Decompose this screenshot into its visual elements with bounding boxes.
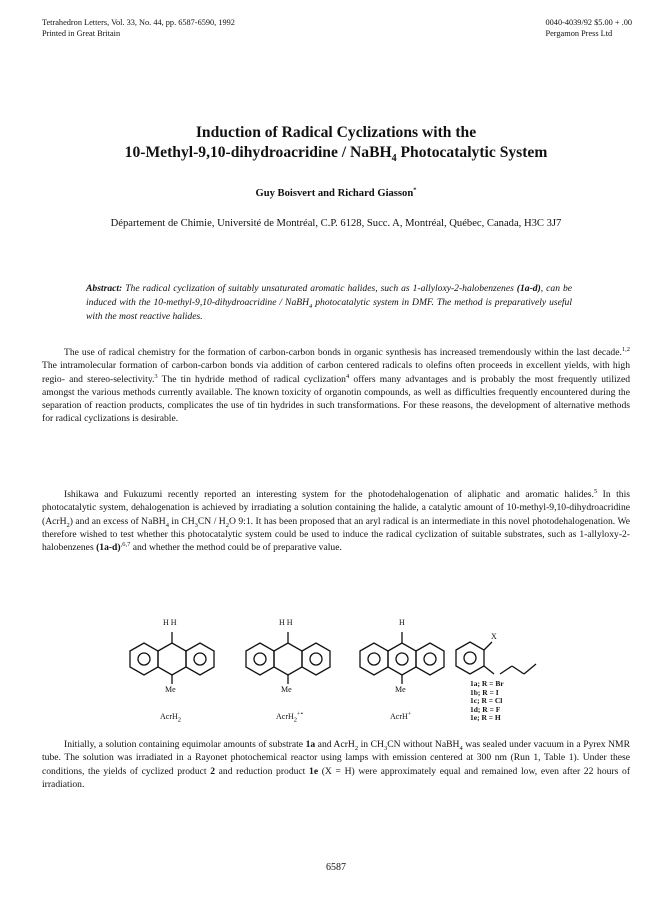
- title-text: 10-Methyl-9,10-dihydroacridine / NaBH: [124, 144, 392, 161]
- text: and reduction product: [215, 765, 310, 777]
- text: Initially, a solution containing equimolar amounts of substrate: [64, 739, 306, 750]
- subscript: 3: [383, 744, 388, 752]
- structure-label: [390, 712, 411, 721]
- authors: [0, 188, 672, 199]
- journal-citation: [42, 17, 235, 39]
- printed-line: Printed in Great Britain: [42, 29, 121, 38]
- halogen-label: X: [491, 632, 497, 641]
- compound-ref: (1a-d): [516, 283, 541, 294]
- paper-title: [0, 123, 672, 163]
- superscript: +•: [297, 710, 303, 718]
- subscript: 2: [177, 716, 182, 724]
- label-text: AcrH: [390, 712, 408, 721]
- subscript: 2: [66, 521, 70, 529]
- compound-ref: 1a: [305, 739, 316, 750]
- compound-ref: (1a-d): [96, 542, 121, 554]
- label-text: AcrH: [276, 712, 294, 721]
- structure-label: [160, 712, 182, 724]
- legend-entry: 1b; R = I: [470, 687, 499, 697]
- subscript: 4: [459, 744, 463, 752]
- hydrogen-label: H H: [279, 618, 293, 627]
- paragraph-2: [42, 488, 630, 554]
- text: in CH: [358, 739, 384, 750]
- subscript: 2: [354, 744, 359, 752]
- text: The use of radical chemistry for the formation of carbon-carbon bonds in organic synthesis has increased tremendously within the last decade.: [64, 347, 622, 358]
- text: and AcrH: [315, 739, 355, 750]
- legend-entry: 1c; R = Cl: [470, 696, 503, 705]
- title-line-2: [0, 143, 672, 163]
- text: The intramolecular formation of carbon-carbon bonds via addition of carbon centered radicals to olefins often proceeds in excellent yields, with high regio- and stereo-selectivity.: [42, 360, 630, 385]
- paragraph-3: [42, 738, 630, 791]
- subscript: 4: [165, 521, 169, 529]
- label-text: AcrH: [160, 712, 178, 721]
- abstract-text: , can be induced with the 10-methyl-9,10-dihydroacridine / NaBH: [86, 283, 572, 308]
- citation-line: Tetrahedron Letters, Vol. 33, No. 44, pp. 6587-6590, 1992: [42, 18, 235, 27]
- compound-ref: 2: [210, 765, 215, 777]
- text: CN without NaBH: [387, 739, 460, 750]
- affiliation: Département de Chimie, Université de Montréal, C.P. 6128, Succ. A, Montréal, Québec, Canada, H3C 3J7: [110, 218, 562, 229]
- publisher-line: Pergamon Press Ltd: [545, 29, 613, 38]
- citation-sup: 4: [345, 372, 350, 380]
- methyl-label: Me: [395, 685, 406, 694]
- title-subscript: 4: [391, 153, 397, 165]
- text: offers many advantages and is probably the most frequently utilized amongst the various methods currently available. The known toxicity of organotin compounds, as well as difficulties frequently encountered during the separation of reaction products, complicates the use of tin hydrides in such transformations. For these reasons, the development of alternative methods for radical cyclizations is desirable.: [42, 373, 630, 425]
- title-line-1: Induction of Radical Cyclizations with the: [195, 124, 477, 141]
- acrh-cation-structure: [360, 632, 444, 684]
- text: (X = H) were approximately equal and remained low, even after 22 hours of irradiation.: [42, 765, 631, 790]
- text: O 9:1. It has been proposed that an aryl radical is an intermediate in this novel photodehalogenation. We therefore wished to test whether this photocatalytic system could be used to induce the radical cyclization of suitable substrates, such as 1-allyloxy-2-halobenzenes: [42, 515, 631, 554]
- compound-ref: 1e: [309, 765, 319, 777]
- legend-entry: 1a; R = Br: [470, 679, 504, 688]
- methyl-label: Me: [281, 685, 292, 694]
- publisher-info: [546, 17, 633, 39]
- text: and whether the method could be of preparative value.: [130, 542, 342, 554]
- legend-entry: 1e; R = H: [470, 713, 501, 722]
- citation-sup: 5: [593, 487, 598, 495]
- subscript: 4: [309, 302, 313, 310]
- title-text-end: Photocatalytic System: [396, 144, 548, 161]
- methyl-label: Me: [165, 685, 176, 694]
- subscript: 2: [225, 521, 229, 529]
- legend-entry: 1d; R = F: [470, 704, 501, 714]
- text: Ishikawa and Fukuzumi recently reported an interesting system for the photodehalogenation of aliphatic and aromatic halides.: [64, 489, 594, 500]
- author-names: Guy Boisvert and Richard Giasson: [255, 188, 414, 199]
- abstract: [86, 282, 572, 324]
- hydrogen-label: H: [399, 618, 405, 627]
- citation-sup: 1,2: [621, 345, 630, 353]
- price-line: 0040-4039/92 $5.00 + .00: [545, 18, 632, 27]
- text: CN / H: [197, 515, 226, 527]
- structure-label: [276, 710, 303, 724]
- citation-sup: 3: [154, 372, 158, 380]
- abstract-text: photocatalytic system in DMF. The method is preparatively useful with the most reactive halides.: [86, 297, 572, 322]
- text: In this photocatalytic system, dehalogenation is achieved by irradiating a solution containing the halide, a catalytic amount of 10-methyl-9,10-dihydroacridine (AcrH: [42, 489, 630, 527]
- corresponding-mark: *: [413, 186, 417, 194]
- paragraph-1: [42, 346, 630, 426]
- text: in CH: [168, 515, 195, 527]
- text: The tin hydride method of radical cyclization: [157, 373, 346, 385]
- acrh2-radical-cation-structure: [246, 632, 330, 684]
- abstract-label: Abstract:: [86, 283, 123, 294]
- text: ) and an excess of NaBH: [69, 515, 166, 527]
- acrh2-structure: [130, 632, 214, 684]
- page-number: 6587: [326, 862, 346, 873]
- subscript: 3: [194, 521, 198, 529]
- superscript: +: [407, 710, 412, 718]
- structures-figure: [120, 616, 560, 726]
- abstract-text: The radical cyclization of suitably unsaturated aromatic halides, such as 1-allyloxy-2-halobenzenes: [122, 283, 517, 294]
- substituent-legend: [470, 680, 504, 723]
- allyloxy-benzene-structure: [456, 642, 536, 674]
- citation-sup: ,6,7: [120, 541, 131, 548]
- hydrogen-label: H H: [163, 618, 177, 627]
- text: was sealed under vacuum in a Pyrex NMR tube. The solution was irradiated in a Rayonet photochemical reactor using lamps with emission centered at 300 nm (Run 1, Table 1). Under these conditions, the yields of cyclized product: [42, 739, 630, 777]
- subscript: 2: [293, 716, 298, 724]
